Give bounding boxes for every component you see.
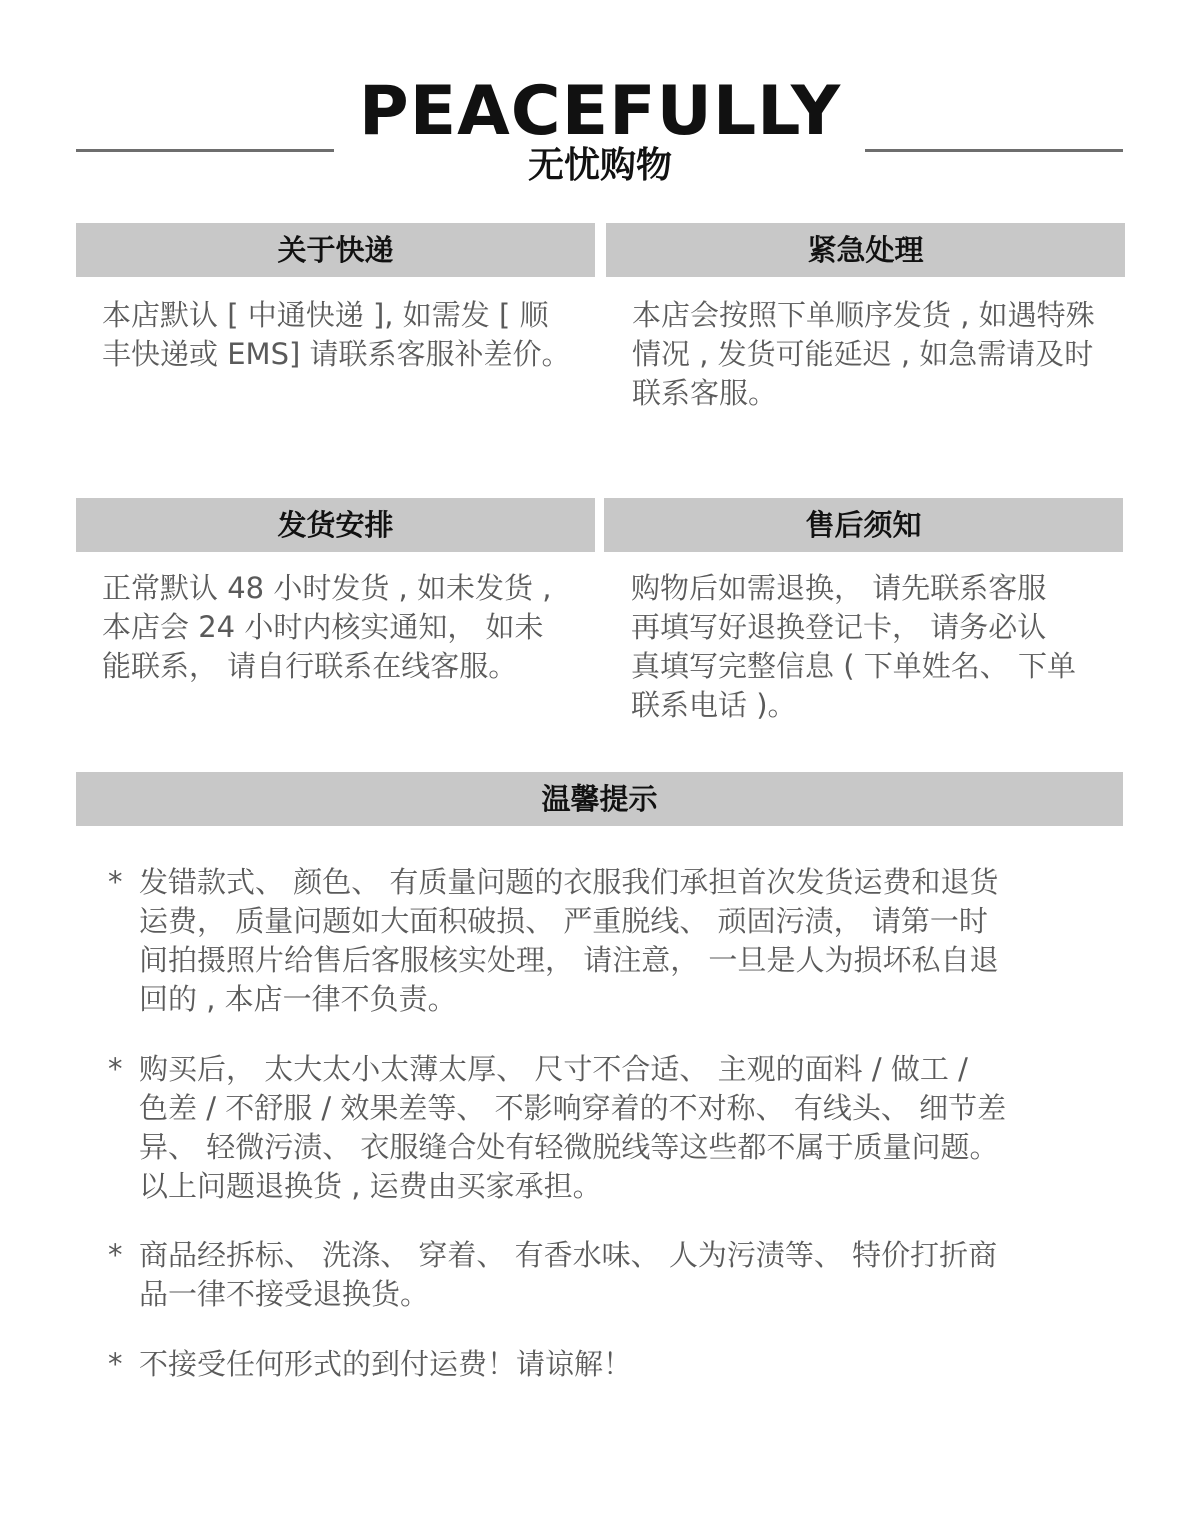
tip-item bbox=[108, 1050, 1108, 1206]
text-line: 发错款式、 颜色、 有质量问题的衣服我们承担首次发货运费和退货 bbox=[139, 865, 999, 899]
bullet-star: * bbox=[108, 1052, 123, 1086]
text-line: 间拍摄照片给售后客服核实处理， 请注意， 一旦是人为损坏私自退 bbox=[139, 943, 999, 977]
text-line: 本店会 24 小时内核实通知， 如未 bbox=[102, 610, 544, 644]
text-line: 情况 , 发货可能延迟 , 如急需请及时 bbox=[632, 337, 1094, 371]
section-head-tips: 温馨提示 bbox=[76, 772, 1123, 826]
tip-item bbox=[108, 1345, 1108, 1384]
section-head-shipping: 发货安排 bbox=[76, 498, 595, 552]
text-line: 丰快递或 EMS] 请联系客服补差价。 bbox=[102, 337, 571, 371]
text-line: 商品经拆标、 洗涤、 穿着、 有香水味、 人为污渍等、 特价打折商 bbox=[139, 1238, 998, 1272]
text-line: 正常默认 48 小时发货 , 如未发货 , bbox=[102, 571, 552, 605]
section-body-shipping bbox=[102, 569, 602, 686]
section-body-aftersales bbox=[631, 569, 1151, 725]
bullet-star: * bbox=[108, 1347, 123, 1381]
text-line: 异、 轻微污渍、 衣服缝合处有轻微脱线等这些都不属于质量问题。 bbox=[139, 1130, 999, 1164]
text-line: 联系客服。 bbox=[632, 376, 778, 410]
text-line: 本店默认 [ 中通快递 ], 如需发 [ 顺 bbox=[102, 298, 549, 332]
text-line: 色差 / 不舒服 / 效果差等、 不影响穿着的不对称、 有线头、 细节差 bbox=[139, 1091, 1007, 1125]
section-body-express bbox=[102, 296, 602, 374]
text-line: 品一律不接受退换货。 bbox=[139, 1277, 430, 1311]
text-line: 购物后如需退换， 请先联系客服 bbox=[631, 571, 1047, 605]
text-line: 真填写完整信息 ( 下单姓名、 下单 bbox=[631, 649, 1076, 683]
tip-item bbox=[108, 863, 1108, 1019]
tip-item bbox=[108, 1236, 1108, 1314]
text-line: 本店会按照下单顺序发货 , 如遇特殊 bbox=[632, 298, 1095, 332]
brand-title: PEACEFULLY bbox=[358, 72, 842, 151]
text-line: 回的 , 本店一律不负责。 bbox=[139, 982, 457, 1016]
section-head-express: 关于快递 bbox=[76, 223, 595, 277]
bullet-star: * bbox=[108, 865, 123, 899]
text-line: 以上问题退换货 , 运费由买家承担。 bbox=[139, 1169, 602, 1203]
bullet-star: * bbox=[108, 1238, 123, 1272]
text-line: 购买后， 太大太小太薄太厚、 尺寸不合适、 主观的面料 / 做工 / bbox=[139, 1052, 968, 1086]
section-head-urgent: 紧急处理 bbox=[606, 223, 1125, 277]
section-body-urgent bbox=[632, 296, 1152, 413]
text-line: 不接受任何形式的到付运费！请谅解！ bbox=[139, 1347, 633, 1381]
text-line: 联系电话 )。 bbox=[631, 688, 797, 722]
text-line: 再填写好退换登记卡， 请务必认 bbox=[631, 610, 1047, 644]
brand-subtitle: 无忧购物 bbox=[527, 145, 672, 186]
section-head-aftersales: 售后须知 bbox=[604, 498, 1123, 552]
text-line: 运费， 质量问题如大面积破损、 严重脱线、 顽固污渍， 请第一时 bbox=[139, 904, 988, 938]
text-line: 能联系， 请自行联系在线客服。 bbox=[102, 649, 518, 683]
